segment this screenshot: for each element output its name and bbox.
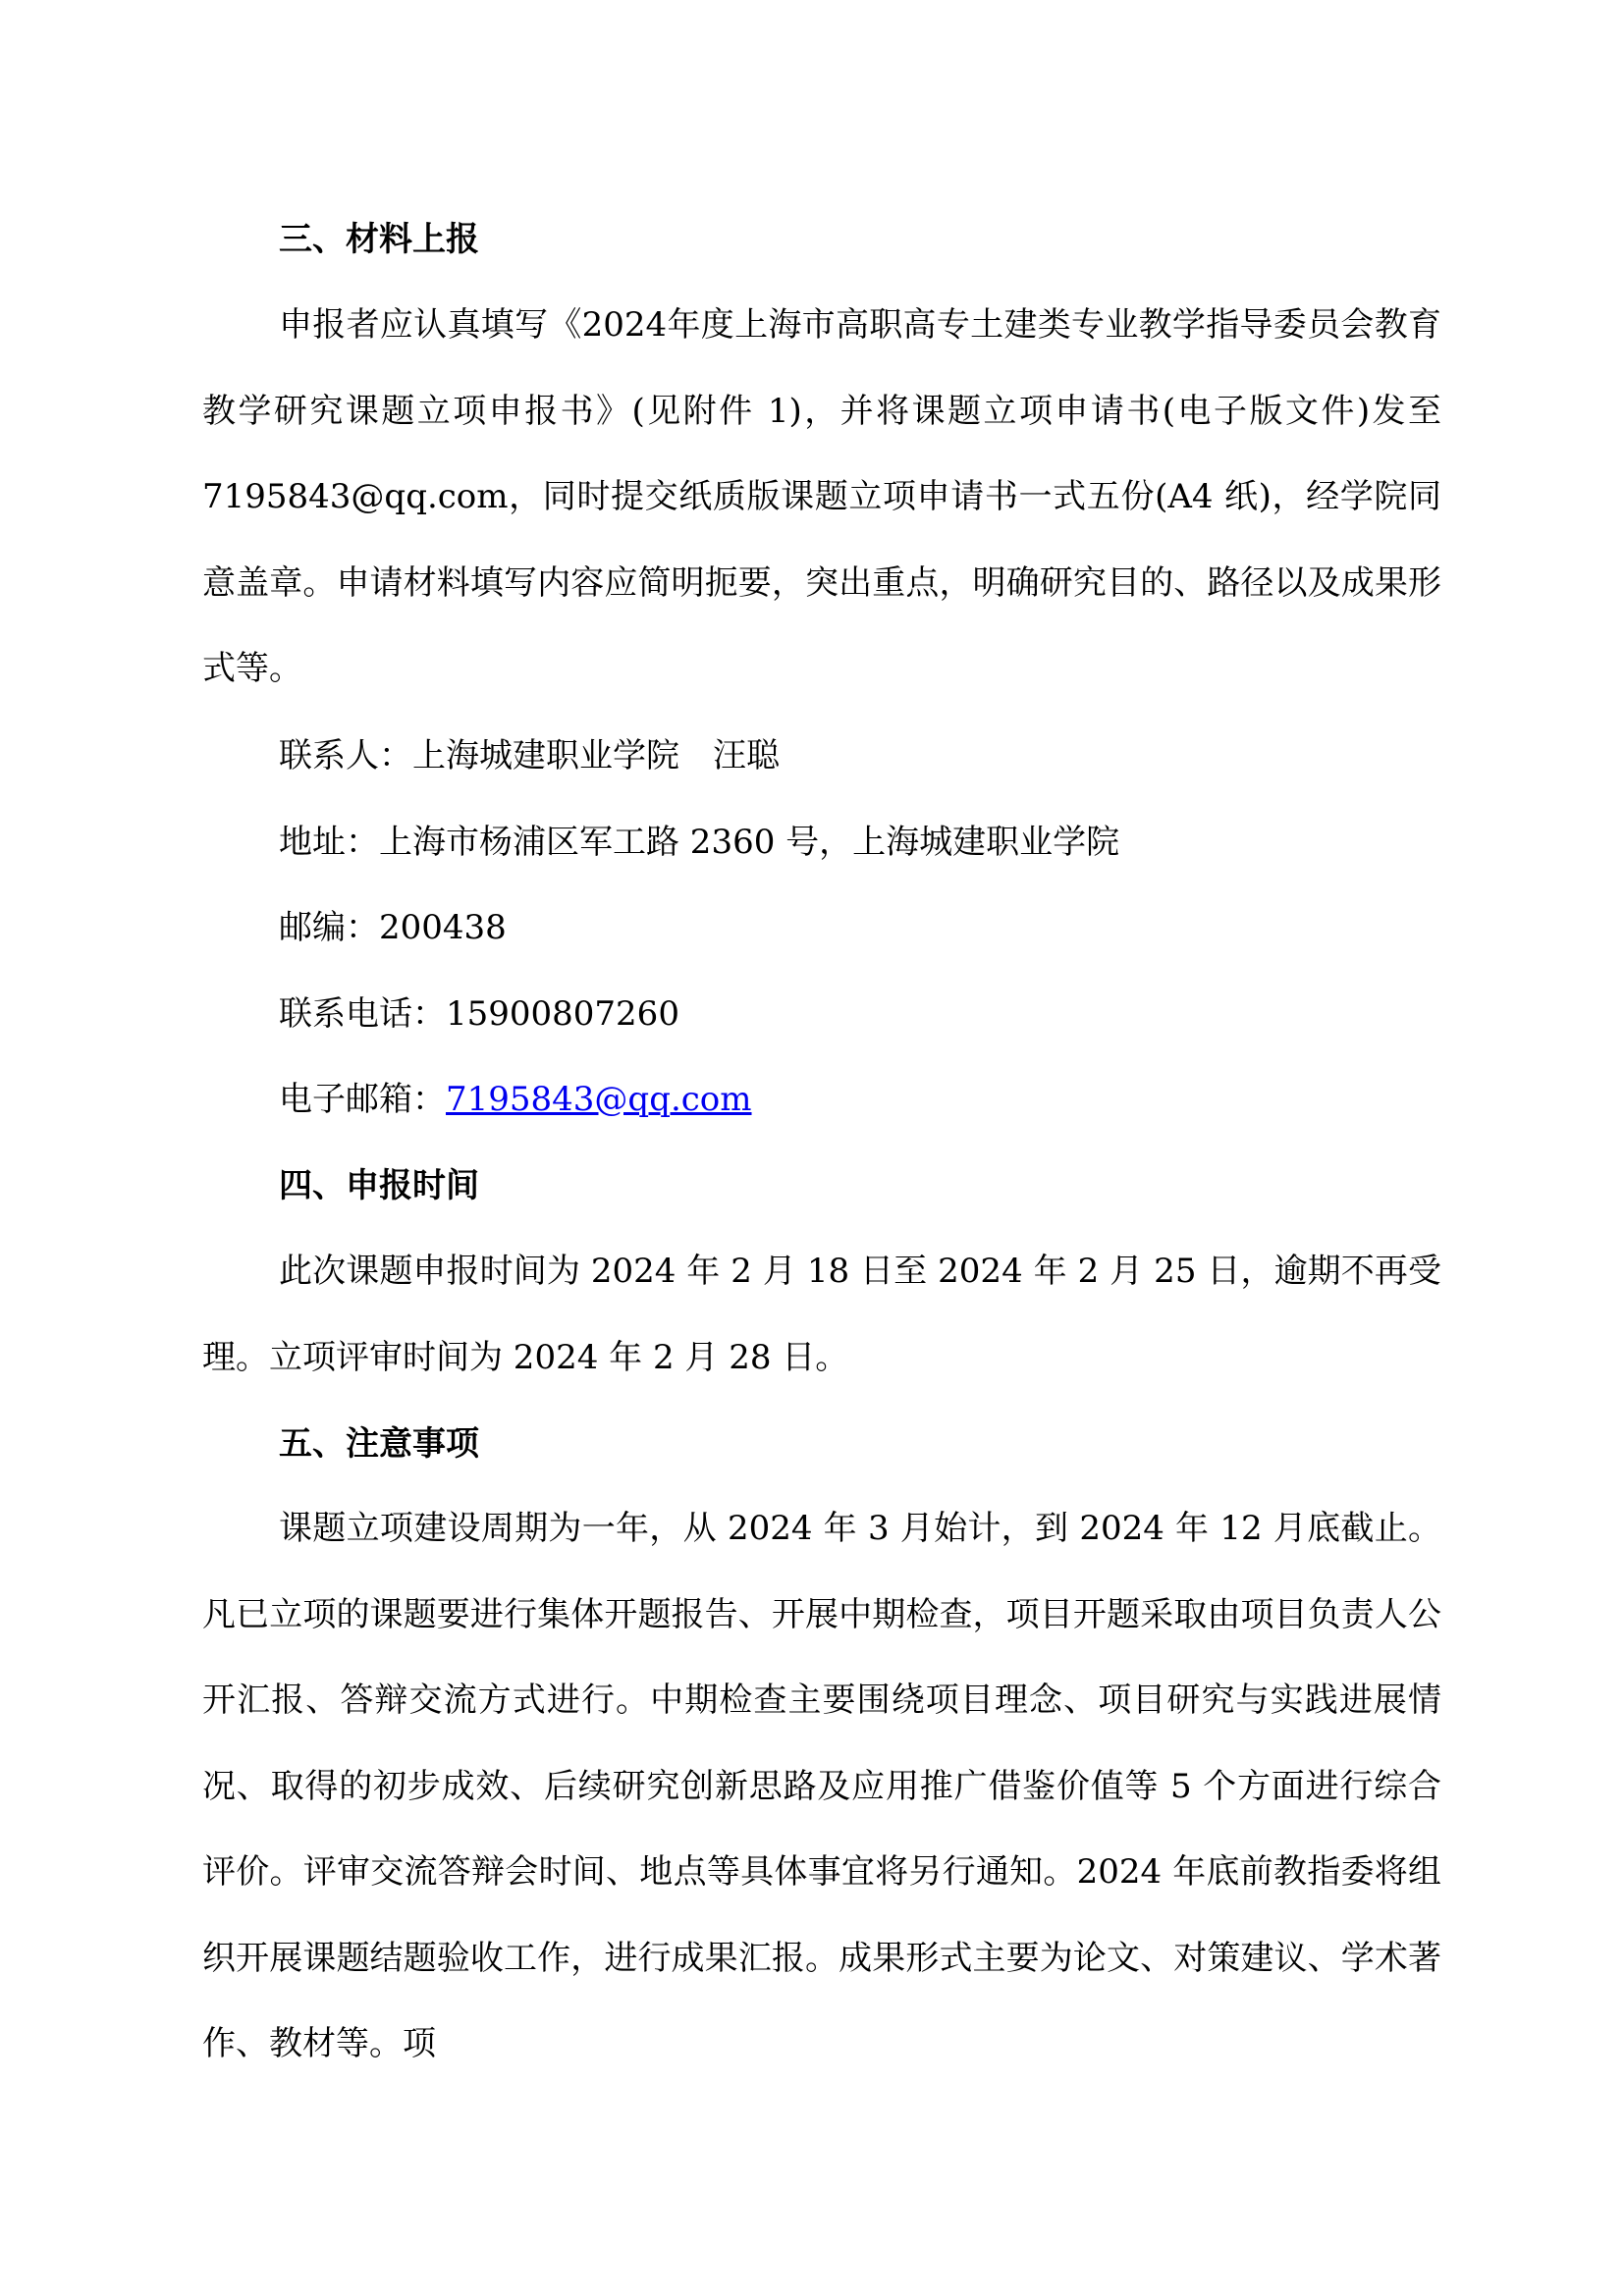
- section-heading-time: 四、申报时间: [279, 1166, 479, 1205]
- section-heading-notes: 五、注意事项: [279, 1424, 479, 1464]
- materials-paragraph: 申报者应认真填写《2024年度上海市高职高专土建类专业教学指导委员会教育教学研究课题立项申报书》(见附件 1)，并将课题立项申请书(电子版文件)发至 7195843@qq.com，同时提交纸质版课题立项申请书一式五份(A4 纸)，经学院同意盖章。申请材料填写内容应简明扼要，突出重点，明确研究目的、路径以及成果形式等。: [202, 305, 1441, 688]
- section-heading-materials: 三、材料上报: [279, 220, 479, 259]
- email-line: [279, 1080, 752, 1119]
- email-label: 电子邮箱：: [279, 1080, 446, 1119]
- postcode-line: 邮编：200438: [279, 908, 507, 947]
- address-line: 地址：上海市杨浦区军工路 2360 号，上海城建职业学院: [279, 823, 1120, 862]
- notes-paragraph: 课题立项建设周期为一年，从 2024 年 3 月始计，到 2024 年 12 月底截止。凡已立项的课题要进行集体开题报告、开展中期检查，项目开题采取由项目负责人公开汇报、答辩交流方式进行。中期检查主要围绕项目理念、项目研究与实践进展情况、取得的初步成效、后续研究创新思路及应用推广借鉴价值等 5 个方面进行综合评价。评审交流答辩会时间、地点等具体事宜将另行通知。2024 年底前教指委将组织开展课题结题验收工作，进行成果汇报。成果形式主要为论文、对策建议、学术著作、教材等。项: [202, 1509, 1441, 2063]
- email-link[interactable]: 7195843@qq.com: [446, 1080, 752, 1119]
- time-paragraph: 此次课题申报时间为 2024 年 2 月 18 日至 2024 年 2 月 25 日，逾期不再受理。立项评审时间为 2024 年 2 月 28 日。: [202, 1252, 1441, 1377]
- phone-line: 联系电话：15900807260: [279, 994, 679, 1034]
- contact-person-line: 联系人：上海城建职业学院 汪聪: [279, 736, 780, 775]
